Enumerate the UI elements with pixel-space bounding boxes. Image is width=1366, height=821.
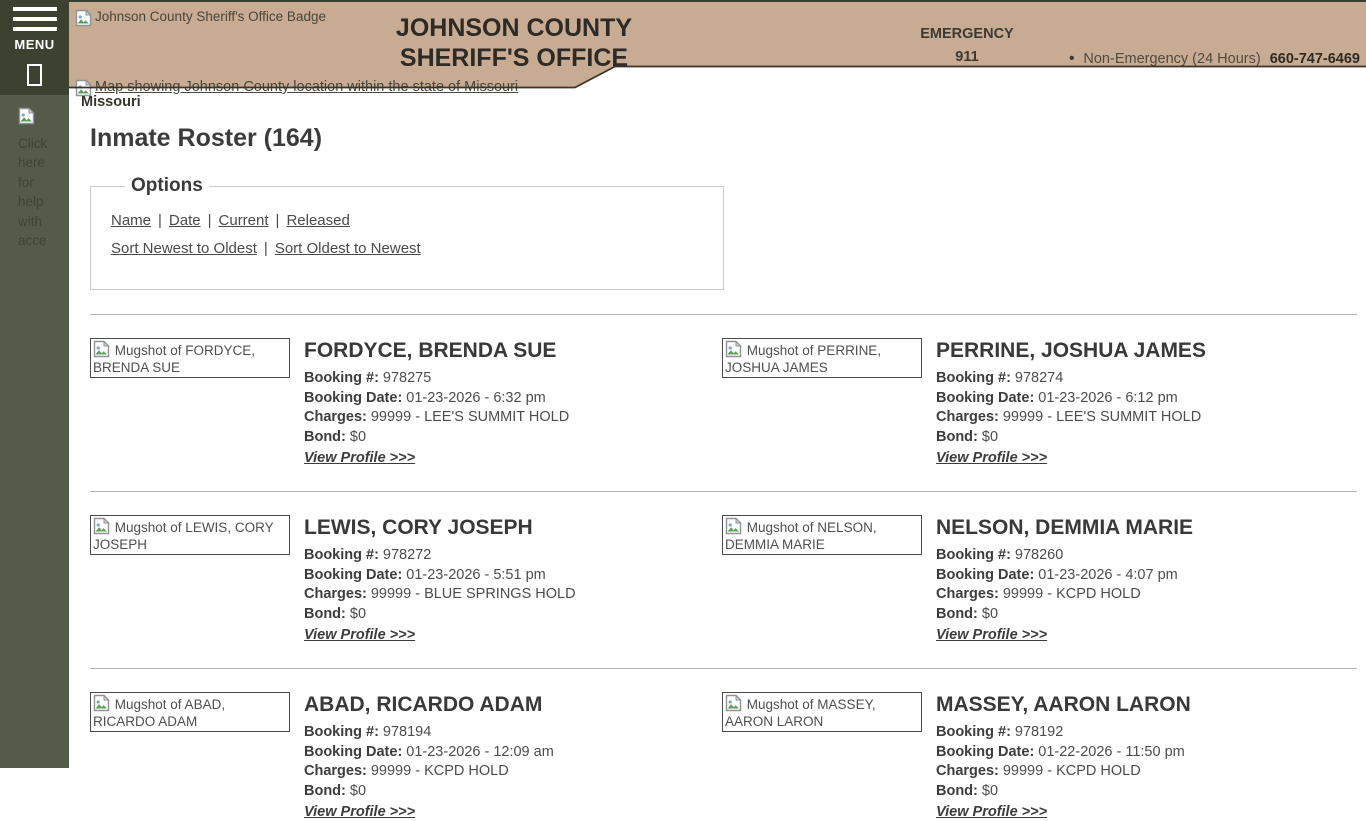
inmate-name: LEWIS, CORY JOSEPH: [304, 516, 533, 539]
bond-label: Bond:: [304, 605, 346, 622]
inmate-card: [722, 692, 1357, 821]
booking-number-label: Booking #:: [304, 724, 379, 740]
view-profile-link[interactable]: View Profile >>>: [304, 627, 416, 643]
mugshot-image[interactable]: [90, 338, 290, 378]
booking-date-value: 01-23-2026 - 5:51 pm: [406, 566, 546, 583]
charges-value: 99999 - KCPD HOLD: [370, 763, 509, 779]
charges-value: 99999 - KCPD HOLD: [1002, 586, 1141, 602]
booking-date-value: 01-23-2026 - 6:32 pm: [406, 389, 546, 406]
mugshot-image[interactable]: [722, 515, 922, 555]
bond-value: $0: [349, 782, 367, 799]
roster-row: [90, 315, 1357, 467]
accessibility-help-alt-text: Click here for help with acce: [18, 135, 48, 248]
hamburger-icon: [13, 7, 57, 31]
bond-row: [304, 782, 554, 802]
county-map-image-link[interactable]: [75, 79, 518, 97]
bond-row: [304, 605, 576, 625]
charges-row: [936, 762, 1191, 782]
bond-label: Bond:: [936, 428, 978, 445]
roster-row: [90, 492, 1357, 644]
separator: |: [263, 240, 268, 257]
view-profile-link[interactable]: View Profile >>>: [936, 627, 1048, 643]
filter-date-link[interactable]: Date: [168, 212, 201, 229]
booking-number-row: [936, 369, 1206, 389]
view-profile-link[interactable]: View Profile >>>: [304, 804, 416, 820]
booking-date-row: [936, 566, 1193, 586]
inmate-card: [722, 338, 1357, 467]
booking-number-value: 978272: [382, 547, 432, 563]
bond-row: [936, 428, 1206, 448]
mugshot-alt-text: Mugshot of FORDYCE, BRENDA SUE: [93, 343, 256, 375]
mugshot-alt-text: Mugshot of LEWIS, CORY JOSEPH: [93, 520, 274, 552]
mugshot-alt-text: Mugshot of MASSEY, AARON LARON: [725, 697, 876, 729]
booking-date-value: 01-22-2026 - 11:50 pm: [1038, 743, 1185, 760]
sort-newest-link[interactable]: Sort Newest to Oldest: [111, 240, 257, 257]
sidebar: [0, 0, 69, 768]
state-label: Missouri: [81, 94, 141, 110]
site-title: [319, 13, 709, 73]
view-profile-link[interactable]: View Profile >>>: [304, 450, 416, 466]
badge-alt-text: Johnson County Sheriff's Office Badge: [95, 9, 326, 24]
booking-date-label: Booking Date:: [304, 743, 403, 760]
site-title-line2: SHERIFF'S OFFICE: [399, 44, 629, 72]
emergency-number: 911: [955, 49, 979, 65]
charges-label: Charges:: [936, 763, 999, 779]
booking-date-label: Booking Date:: [304, 389, 403, 406]
booking-date-label: Booking Date:: [936, 389, 1035, 406]
filter-name-link[interactable]: Name: [111, 212, 152, 229]
header-top-border: [69, 0, 1366, 2]
view-profile-link[interactable]: View Profile >>>: [936, 450, 1048, 466]
charges-label: Charges:: [304, 763, 367, 779]
booking-number-row: [936, 546, 1193, 566]
main-area: [69, 0, 1366, 821]
bond-row: [936, 782, 1191, 802]
booking-date-value: 01-23-2026 - 4:07 pm: [1038, 566, 1178, 583]
booking-date-value: 01-23-2026 - 6:12 pm: [1038, 389, 1178, 406]
booking-number-row: [304, 369, 569, 389]
filter-released-link[interactable]: Released: [286, 212, 350, 229]
bullet-separator: •: [1069, 50, 1075, 67]
inmate-details: [304, 338, 569, 467]
mugshot-image[interactable]: [90, 692, 290, 732]
non-emergency-number: 660-747-6469: [1269, 50, 1360, 67]
inmate-roster: [90, 314, 1357, 821]
accessibility-help-link[interactable]: [18, 107, 58, 251]
charges-row: [936, 585, 1193, 605]
emergency-label: EMERGENCY: [920, 26, 1014, 42]
inmate-card: [90, 692, 722, 821]
broken-image-icon: [18, 107, 35, 125]
separator: |: [158, 212, 162, 229]
booking-number-label: Booking #:: [936, 370, 1011, 386]
bond-value: $0: [349, 605, 367, 622]
booking-number-label: Booking #:: [936, 724, 1011, 740]
charges-label: Charges:: [304, 586, 367, 602]
sheriff-badge-image: [75, 9, 326, 27]
separator: |: [275, 212, 280, 229]
charges-value: 99999 - LEE'S SUMMIT HOLD: [370, 409, 570, 425]
booking-number-label: Booking #:: [304, 547, 379, 563]
booking-date-label: Booking Date:: [304, 566, 403, 583]
booking-number-value: 978194: [382, 724, 432, 740]
charges-value: 99999 - BLUE SPRINGS HOLD: [370, 586, 576, 602]
mugshot-image[interactable]: [90, 515, 290, 555]
charges-label: Charges:: [936, 586, 999, 602]
booking-date-label: Booking Date:: [936, 743, 1035, 760]
missing-glyph-icon[interactable]: [27, 64, 42, 86]
bond-value: $0: [981, 782, 999, 799]
non-emergency-label: Non-Emergency (24 Hours): [1083, 50, 1261, 67]
inmate-name: MASSEY, AARON LARON: [936, 693, 1191, 716]
inmate-name: ABAD, RICARDO ADAM: [304, 693, 543, 716]
mugshot-image[interactable]: [722, 338, 922, 378]
bond-label: Bond:: [936, 605, 978, 622]
mugshot-alt-text: Mugshot of NELSON, DEMMIA MARIE: [725, 520, 877, 552]
broken-image-icon: [75, 9, 92, 27]
bond-value: $0: [981, 428, 999, 445]
bond-label: Bond:: [304, 782, 346, 799]
non-emergency-block: [1069, 50, 1360, 67]
booking-number-value: 978274: [1014, 370, 1064, 386]
broken-image-icon: [725, 694, 742, 712]
separator: |: [207, 212, 212, 229]
booking-number-row: [304, 723, 554, 743]
inmate-details: [936, 692, 1191, 821]
inmate-card: [722, 515, 1357, 644]
emergency-block: [867, 26, 1067, 65]
charges-row: [304, 585, 576, 605]
booking-number-label: Booking #:: [304, 370, 379, 386]
booking-number-label: Booking #:: [936, 547, 1011, 563]
booking-number-value: 978275: [382, 370, 432, 386]
booking-date-row: [936, 743, 1191, 763]
charges-value: 99999 - KCPD HOLD: [1002, 763, 1141, 779]
booking-date-row: [304, 389, 569, 409]
booking-date-label: Booking Date:: [936, 566, 1035, 583]
menu-button[interactable]: [0, 0, 69, 95]
page-title: Inmate Roster (164): [90, 124, 323, 152]
menu-label: MENU: [14, 37, 55, 52]
mugshot-alt-text: Mugshot of PERRINE, JOSHUA JAMES: [725, 343, 882, 375]
inmate-details: [304, 515, 576, 644]
bond-value: $0: [349, 428, 367, 445]
filter-current-link[interactable]: Current: [218, 212, 269, 229]
mugshot-alt-text: Mugshot of ABAD, RICARDO ADAM: [93, 697, 226, 729]
roster-content: [69, 124, 1366, 821]
bond-row: [304, 428, 569, 448]
broken-image-icon: [725, 340, 742, 358]
booking-number-value: 978260: [1014, 547, 1064, 563]
bond-value: $0: [981, 605, 999, 622]
broken-image-icon: [725, 517, 742, 535]
inmate-name: NELSON, DEMMIA MARIE: [936, 516, 1194, 539]
inmate-name: FORDYCE, BRENDA SUE: [304, 339, 557, 362]
charges-row: [304, 408, 569, 428]
charges-row: [304, 762, 554, 782]
charges-row: [936, 408, 1206, 428]
booking-date-row: [936, 389, 1206, 409]
site-title-line1: JOHNSON COUNTY: [395, 14, 633, 42]
sort-oldest-link[interactable]: Sort Oldest to Newest: [274, 240, 421, 257]
options-panel: [90, 175, 724, 290]
site-header: [69, 0, 1366, 112]
inmate-card: [90, 515, 722, 644]
inmate-details: [936, 515, 1193, 644]
booking-number-row: [936, 723, 1191, 743]
charges-value: 99999 - LEE'S SUMMIT HOLD: [1002, 409, 1202, 425]
broken-image-icon: [93, 694, 110, 712]
bond-label: Bond:: [304, 428, 346, 445]
broken-image-icon: [93, 340, 110, 358]
inmate-name: PERRINE, JOSHUA JAMES: [936, 339, 1206, 362]
sort-links: [111, 240, 703, 257]
charges-label: Charges:: [936, 409, 999, 425]
inmate-details: [936, 338, 1206, 467]
charges-label: Charges:: [304, 409, 367, 425]
booking-date-row: [304, 566, 576, 586]
inmate-details: [304, 692, 554, 821]
booking-number-value: 978192: [1014, 724, 1064, 740]
map-alt-text: Map showing Johnson County location within the state of Missouri: [95, 79, 519, 95]
options-legend: Options: [131, 175, 203, 196]
mugshot-image[interactable]: [722, 692, 922, 732]
roster-row: [90, 669, 1357, 821]
inmate-card: [90, 338, 722, 467]
filter-links: [111, 212, 703, 229]
bond-label: Bond:: [936, 782, 978, 799]
booking-number-row: [304, 546, 576, 566]
broken-image-icon: [93, 517, 110, 535]
booking-date-row: [304, 743, 554, 763]
view-profile-link[interactable]: View Profile >>>: [936, 804, 1048, 820]
bond-row: [936, 605, 1193, 625]
booking-date-value: 01-23-2026 - 12:09 am: [406, 743, 554, 760]
